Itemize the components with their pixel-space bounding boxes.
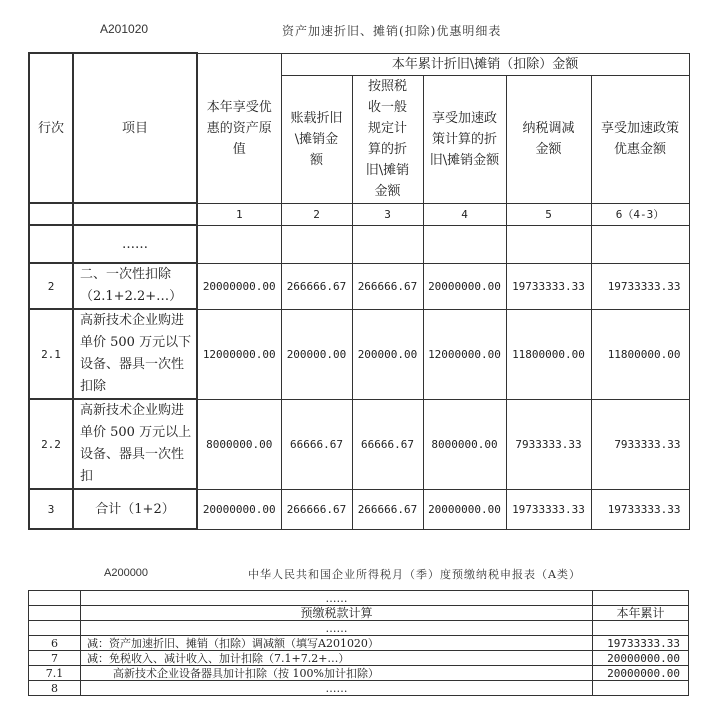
header-general: 按照税收一般规定计算的折旧\摊销金额 bbox=[352, 75, 423, 203]
table-row: 2.2 高新技术企业购进单价 500 万元以上设备、器具一次性扣 8000000.00 66666.67 66666.67 8000000.00 7933333.33 7933333.33 bbox=[29, 399, 689, 489]
prepayment-table bbox=[28, 590, 689, 696]
table2-title: 中华人民共和国企业所得税月（季）度预缴纳税申报表（A类） bbox=[248, 568, 581, 581]
header-row-no: 行次 bbox=[29, 53, 73, 203]
form-code-a200000: A200000 bbox=[104, 567, 149, 579]
section-label: 预缴税款计算 bbox=[81, 606, 593, 621]
col-number: 1 bbox=[197, 203, 281, 225]
header-group: 本年累计折旧\摊销（扣除）金额 bbox=[281, 53, 689, 75]
header-item: 项目 bbox=[73, 53, 197, 203]
col-number: 2 bbox=[281, 203, 352, 225]
col-number: 4 bbox=[423, 203, 506, 225]
table-row: 7.1 高新技术企业设备器具加计扣除（按 100%加计扣除） 20000000.00 bbox=[29, 666, 689, 681]
table-row: 6 减：资产加速折旧、摊销（扣除）调减额（填写A201020） 19733333.33 bbox=[29, 636, 689, 651]
table-row bbox=[29, 606, 689, 621]
header-original-value: 本年享受优惠的资产原值 bbox=[197, 53, 281, 203]
col-number: 6（4-3） bbox=[591, 203, 689, 225]
table-row: 7 减：免税收入、减计收入、加计扣除（7.1+7.2+…） 20000000.00 bbox=[29, 651, 689, 666]
form-code-a201020: A201020 bbox=[100, 22, 149, 36]
table-row: …… bbox=[29, 591, 689, 606]
col-number: 5 bbox=[506, 203, 591, 225]
header-accel: 享受加速政策计算的折旧\摊销金额 bbox=[423, 75, 506, 203]
ellipsis-row: …… bbox=[73, 225, 197, 263]
table-row: 2 二、一次性扣除（2.1+2.2+…） 20000000.00 266666.67 266666.67 20000000.00 19733333.33 19733333.33 bbox=[29, 263, 689, 309]
table1-title: 资产加速折旧、摊销(扣除)优惠明细表 bbox=[282, 24, 502, 38]
table-row: …… bbox=[29, 621, 689, 636]
column-cumulative: 本年累计 bbox=[593, 606, 689, 621]
table-row: 2.1 高新技术企业购进单价 500 万元以下设备、器具一次性扣除 12000000.00 200000.00 200000.00 12000000.00 11800000.00 11800000.00 bbox=[29, 309, 689, 399]
depreciation-table bbox=[28, 52, 690, 530]
col-number: 3 bbox=[352, 203, 423, 225]
table-row: 8 …… bbox=[29, 681, 689, 696]
header-adjust: 纳税调减金额 bbox=[506, 75, 591, 203]
table-row-total: 3 合计（1+2） 20000000.00 266666.67 266666.67 20000000.00 19733333.33 19733333.33 bbox=[29, 489, 689, 529]
header-book: 账载折旧\摊销金额 bbox=[281, 75, 352, 203]
header-benefit: 享受加速政策优惠金额 bbox=[591, 75, 689, 203]
